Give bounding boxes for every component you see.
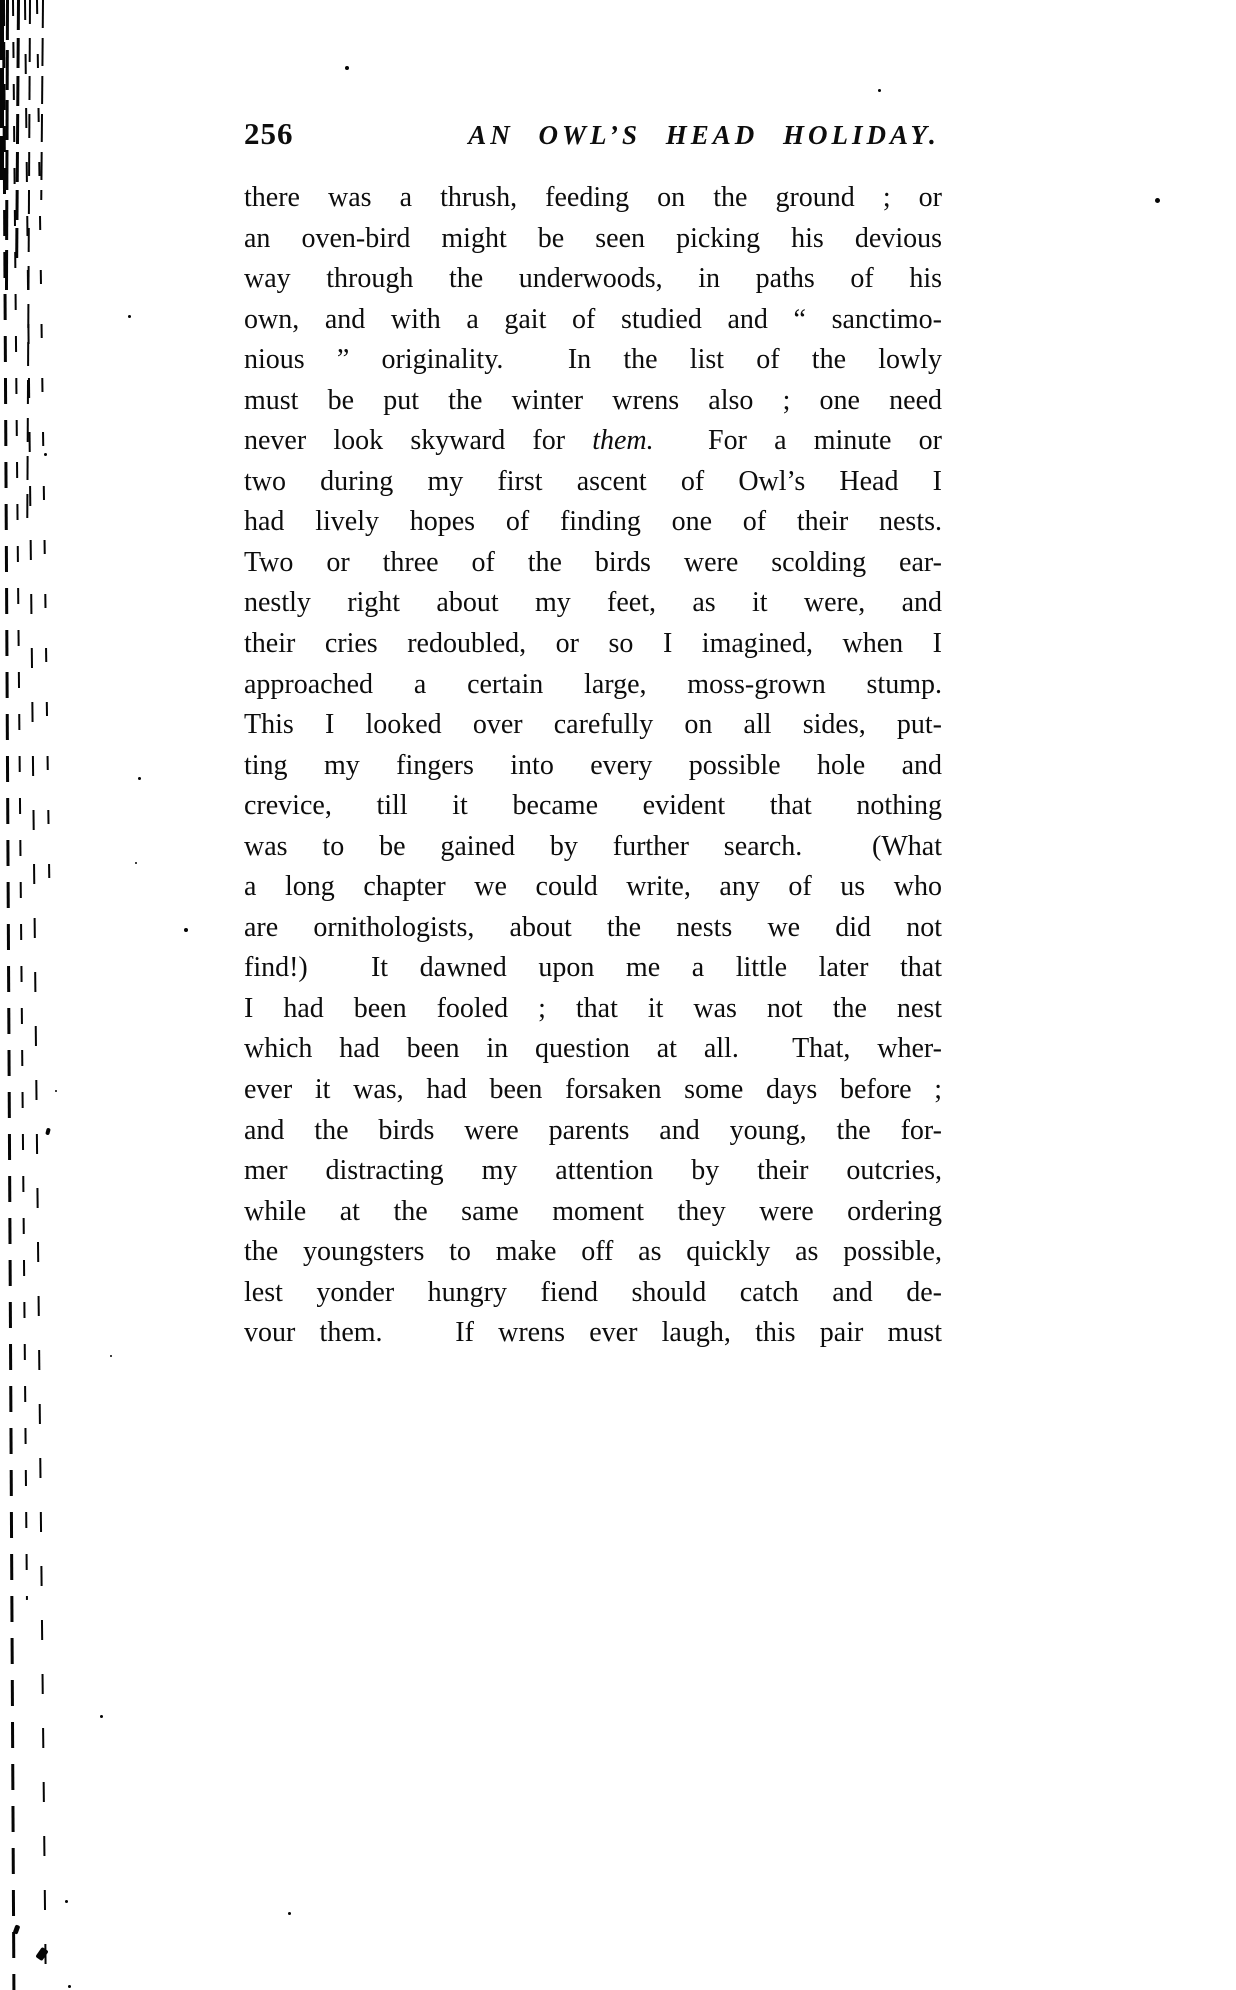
text-segment: had lively hopes of finding one of their nests. bbox=[244, 506, 942, 538]
text-line bbox=[244, 1273, 942, 1314]
text-segment: a long chapter we could write, any of us who bbox=[244, 871, 942, 903]
text-line bbox=[244, 746, 942, 787]
scan-speck-artifact bbox=[135, 862, 137, 864]
ink-blot-artifact bbox=[45, 1128, 51, 1136]
scan-speck-artifact bbox=[184, 928, 188, 932]
text-segment: ever it was, had been forsaken some days before ; bbox=[244, 1074, 942, 1106]
text-line bbox=[244, 1313, 942, 1354]
text-line bbox=[244, 381, 942, 422]
text-segment: which had been in question at all. That, wher- bbox=[244, 1033, 942, 1065]
text-line bbox=[244, 786, 942, 827]
scan-speck-artifact bbox=[878, 89, 881, 92]
text-segment: there was a thrush, feeding on the ground ; or bbox=[244, 182, 942, 213]
gutter-line-artifact bbox=[15, 0, 20, 260]
text-line bbox=[244, 1151, 942, 1192]
text-line bbox=[244, 502, 942, 543]
text-line bbox=[244, 421, 942, 462]
gutter-line-artifact bbox=[36, 0, 51, 900]
text-segment: lest yonder hungry fiend should catch and de- bbox=[244, 1276, 942, 1308]
scan-speck-artifact bbox=[128, 315, 131, 318]
scan-speck-artifact bbox=[100, 1715, 103, 1718]
text-segment: while at the same moment they were ordering bbox=[244, 1195, 942, 1227]
text-line bbox=[244, 705, 942, 746]
text-segment: crevice, till it became evident that nothing bbox=[244, 790, 942, 822]
page-header bbox=[244, 116, 944, 160]
text-segment: mer distracting my attention by their outcries, bbox=[244, 1155, 942, 1187]
text-line bbox=[244, 1111, 942, 1152]
text-line bbox=[244, 583, 942, 624]
text-segment: For a minute or bbox=[653, 425, 942, 457]
text-segment: own, and with a gait of studied and “ sanctimo- bbox=[244, 303, 942, 335]
text-line bbox=[244, 1029, 942, 1070]
scan-speck-artifact bbox=[68, 1985, 71, 1988]
text-line bbox=[244, 462, 942, 503]
text-segment: are ornithologists, about the nests we did not bbox=[244, 911, 942, 943]
scan-speck-artifact bbox=[55, 1090, 57, 1092]
text-segment: never look skyward for bbox=[244, 425, 593, 457]
text-line bbox=[244, 908, 942, 949]
text-line bbox=[244, 989, 942, 1030]
scan-speck-artifact bbox=[288, 1912, 291, 1915]
body-text bbox=[244, 178, 942, 1354]
text-segment: was to be gained by further search. (What bbox=[244, 830, 942, 862]
gutter-line-artifact bbox=[40, 0, 44, 200]
text-segment: nestly right about my feet, as it were, and bbox=[244, 587, 942, 619]
scan-speck-artifact bbox=[110, 1355, 112, 1357]
text-line bbox=[244, 178, 942, 219]
gutter-line-artifact bbox=[5, 0, 9, 300]
text-segment: way through the underwoods, in paths of his bbox=[244, 263, 942, 295]
text-line bbox=[244, 259, 942, 300]
text-line bbox=[244, 1070, 942, 1111]
scan-speck-artifact bbox=[1155, 198, 1160, 203]
text-segment: an oven-bird might be seen picking his devious bbox=[244, 222, 942, 254]
text-segment: This I looked over carefully on all sides, put- bbox=[244, 709, 942, 741]
scan-speck-artifact bbox=[44, 453, 47, 456]
page-number: 256 bbox=[244, 116, 294, 151]
text-line bbox=[244, 543, 942, 584]
text-segment: nious ” originality. In the list of the lowly bbox=[244, 344, 942, 376]
text-segment: two during my first ascent of Owl’s Head I bbox=[244, 465, 942, 497]
scan-speck-artifact bbox=[345, 66, 349, 70]
scan-speck-artifact bbox=[65, 1900, 68, 1903]
text-line bbox=[244, 1192, 942, 1233]
running-title: AN OWL’S HEAD HOLIDAY. bbox=[468, 120, 940, 150]
scan-speck-artifact bbox=[138, 777, 141, 780]
text-line bbox=[244, 300, 942, 341]
text-segment: vour them. If wrens ever laugh, this pair must bbox=[244, 1317, 942, 1349]
ink-blot-artifact bbox=[35, 1947, 48, 1961]
text-line bbox=[244, 867, 942, 908]
text-segment: their cries redoubled, or so I imagined, when I bbox=[244, 628, 942, 660]
text-line bbox=[244, 219, 942, 260]
text-segment: and the birds were parents and young, the for- bbox=[244, 1114, 942, 1146]
text-line bbox=[244, 665, 942, 706]
text-segment: ting my fingers into every possible hole and bbox=[244, 749, 942, 781]
text-segment: must be put the winter wrens also ; one need bbox=[244, 384, 942, 416]
text-line bbox=[244, 827, 942, 868]
text-segment: approached a certain large, moss-grown stump. bbox=[244, 668, 942, 700]
text-line bbox=[244, 340, 942, 381]
text-line bbox=[244, 948, 942, 989]
text-segment: Two or three of the birds were scolding ear- bbox=[244, 546, 942, 578]
italic-text: them. bbox=[592, 425, 654, 457]
text-line bbox=[244, 624, 942, 665]
text-line bbox=[244, 1232, 942, 1273]
gutter-line-artifact bbox=[0, 0, 4, 180]
text-segment: the youngsters to make off as quickly as possible, bbox=[244, 1236, 942, 1268]
text-segment: I had been fooled ; that it was not the nest bbox=[244, 992, 942, 1024]
text-segment: find!) It dawned upon me a little later that bbox=[244, 952, 942, 984]
